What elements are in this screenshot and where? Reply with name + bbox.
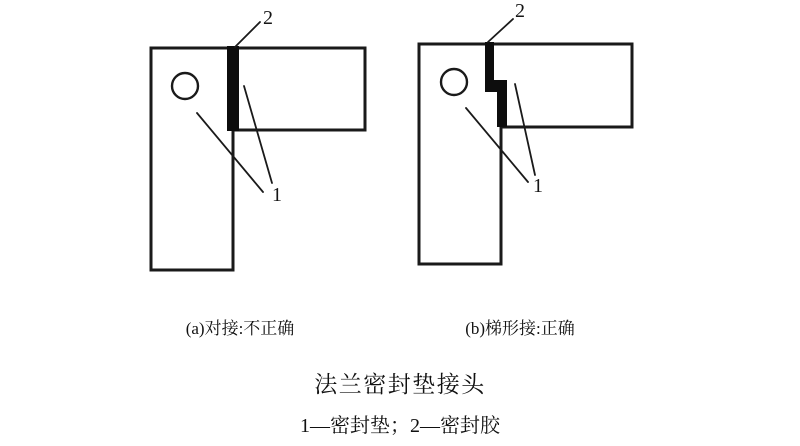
- callout-1-b: 1: [533, 175, 543, 197]
- figure-title: 法兰密封垫接头: [314, 372, 486, 397]
- caption-diagram-b: (b)梯形接:正确: [465, 319, 575, 338]
- leader-line-a-2: [235, 22, 260, 47]
- callout-1-a: 1: [272, 184, 282, 206]
- caption-diagram-a: (a)对接:不正确: [185, 319, 295, 338]
- leader-line-b-2: [488, 19, 513, 42]
- sealant-strip-a: [227, 46, 239, 131]
- figure-legend: 1—密封垫；2—密封胶: [300, 415, 500, 437]
- callout-2-b: 2: [515, 0, 525, 22]
- callout-2-a: 2: [263, 7, 273, 29]
- bolt-hole-a: [172, 73, 198, 99]
- diagram-a: [151, 22, 365, 270]
- bolt-hole-b: [441, 69, 467, 95]
- flange-horizontal-b: [491, 44, 632, 127]
- diagram-b: [419, 19, 632, 264]
